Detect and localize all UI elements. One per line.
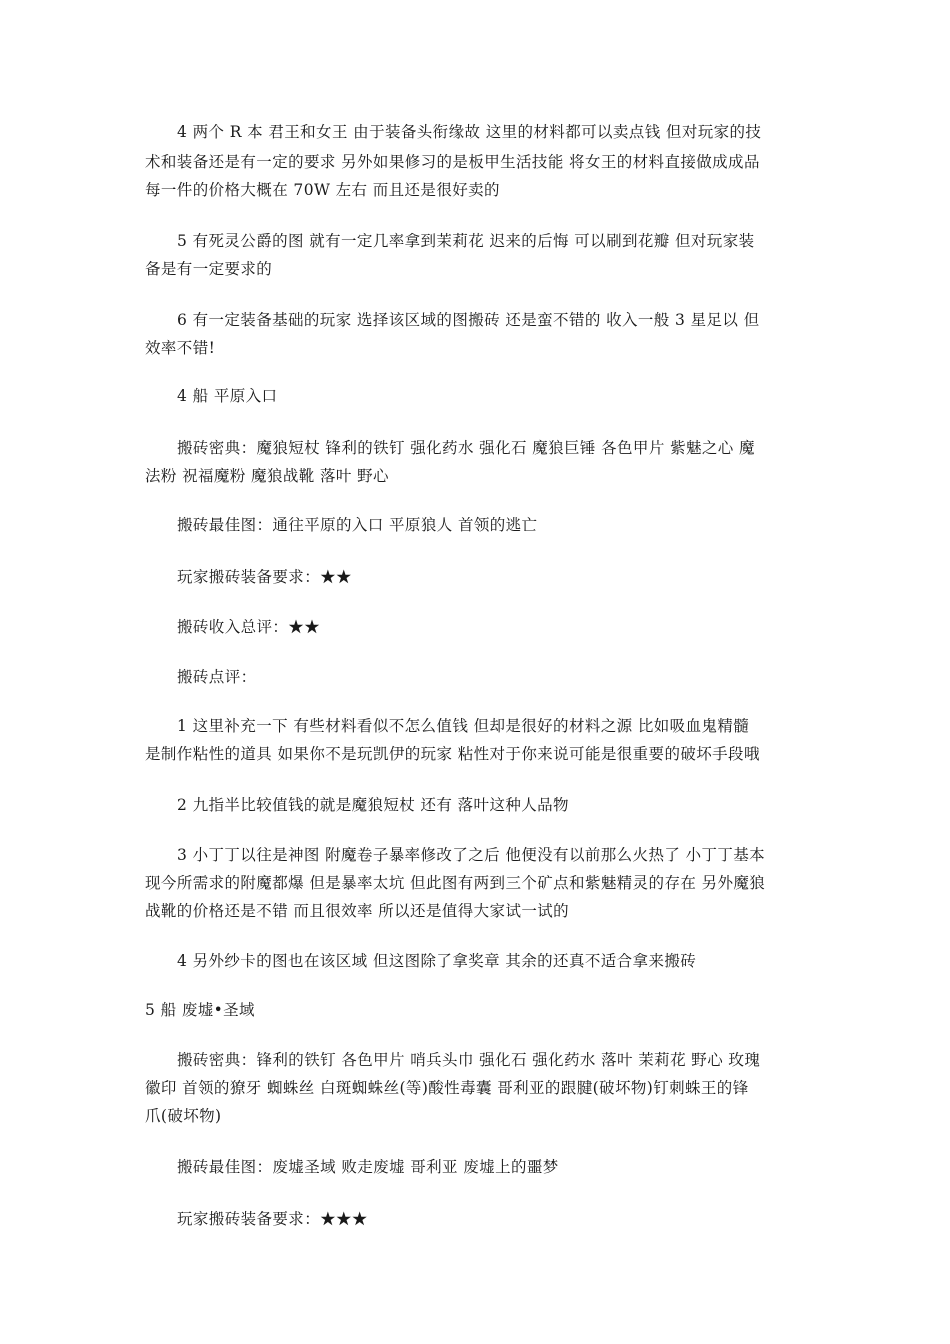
paragraph-line: 备是有一定要求的: [145, 260, 273, 278]
paragraph-line: 徽印 首领的獠牙 蜘蛛丝 白斑蜘蛛丝(等)酸性毒囊 哥利亚的跟腱(破坏物)钉刺蛛王的锋: [145, 1079, 749, 1097]
paragraph-line: 搬砖最佳图：通往平原的入口 平原狼人 首领的逃亡: [177, 516, 538, 534]
paragraph-line: 搬砖密典：锋利的铁钉 各色甲片 哨兵头巾 强化石 强化药水 落叶 茉莉花 野心 玫瑰: [177, 1051, 761, 1069]
paragraph-line: 是制作粘性的道具 如果你不是玩凯伊的玩家 粘性对于你来说可能是很重要的破坏手段哦: [145, 745, 760, 763]
section-heading: 5 船 废墟•圣域: [145, 1001, 255, 1019]
paragraph-line: 2 九指半比较值钱的就是魔狼短杖 还有 落叶这种人品物: [177, 796, 569, 814]
paragraph-line: 搬砖密典：魔狼短杖 锋利的铁钉 强化药水 强化石 魔狼巨锤 各色甲片 紫魅之心 魔: [177, 439, 755, 457]
paragraph-line: 每一件的价格大概在 70W 左右 而且还是很好卖的: [145, 181, 500, 199]
paragraph-line: 6 有一定装备基础的玩家 选择该区域的图搬砖 还是蛮不错的 收入一般 3 星足以 但: [177, 311, 760, 329]
rating-line: 玩家搬砖装备要求：★★★: [177, 1210, 368, 1228]
paragraph-line: 搬砖最佳图：废墟圣域 败走废墟 哥利亚 废墟上的噩梦: [177, 1158, 559, 1176]
paragraph-line: 5 有死灵公爵的图 就有一定几率拿到茉莉花 迟来的后悔 可以刷到花瓣 但对玩家装: [177, 232, 755, 250]
paragraph-line: 1 这里补充一下 有些材料看似不怎么值钱 但却是很好的材料之源 比如吸血鬼精髓: [177, 717, 750, 735]
paragraph-line: 3 小丁丁以往是神图 附魔卷子暴率修改了之后 他便没有以前那么火热了 小丁丁基本: [177, 846, 766, 864]
paragraph-line: 搬砖点评：: [177, 668, 257, 686]
paragraph-line: 术和装备还是有一定的要求 另外如果修习的是板甲生活技能 将女王的材料直接做成成品: [145, 153, 760, 171]
rating-line: 搬砖收入总评：★★: [177, 618, 321, 636]
rating-line: 玩家搬砖装备要求：★★: [177, 568, 352, 586]
paragraph-line: 战靴的价格还是不错 而且很效率 所以还是值得大家试一试的: [145, 902, 570, 920]
paragraph-line: 爪(破坏物): [145, 1107, 222, 1125]
paragraph-line: 法粉 祝福魔粉 魔狼战靴 落叶 野心: [145, 467, 389, 485]
paragraph-line: 效率不错!: [145, 339, 216, 357]
section-heading: 4 船 平原入口: [177, 387, 278, 405]
paragraph-line: 4 另外纱卡的图也在该区域 但这图除了拿奖章 其余的还真不适合拿来搬砖: [177, 952, 697, 970]
paragraph-line: 现今所需求的附魔都爆 但是暴率太坑 但此图有两到三个矿点和紫魅精灵的存在 另外魔狼: [145, 874, 766, 892]
paragraph-line: 4 两个 R 本 君王和女王 由于装备头衔缘故 这里的材料都可以卖点钱 但对玩家的技: [177, 123, 762, 141]
